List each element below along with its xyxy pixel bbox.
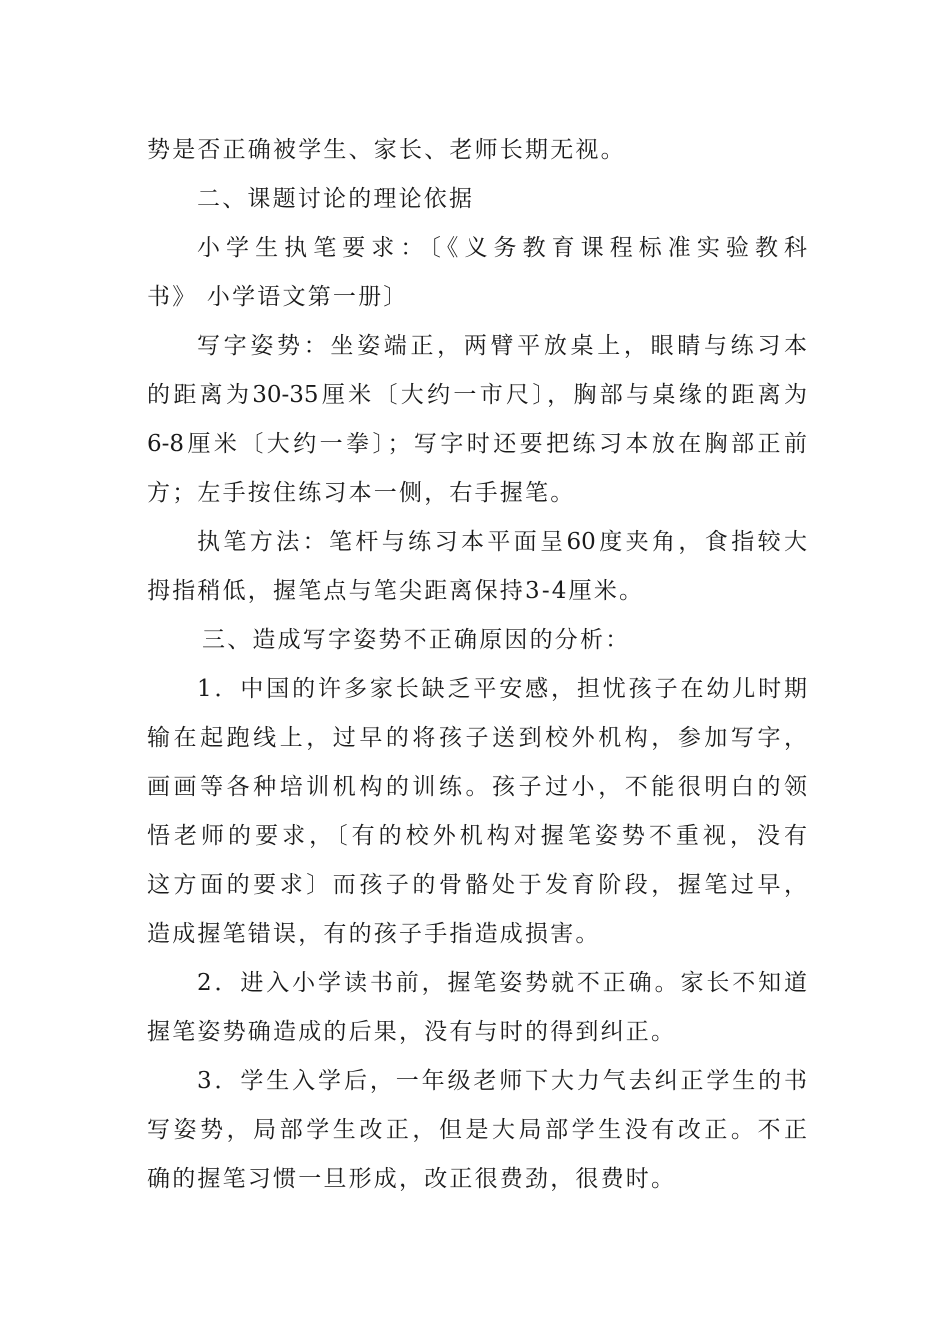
paragraph-line: 3．学生入学后，一年级老师下大力气去纠正学生的书 [197, 1068, 807, 1094]
paragraph-line: 势是否正确被学生、家长、老师长期无视。 [147, 137, 626, 163]
paragraph-line: 写字姿势：坐姿端正，两臂平放桌上，眼睛与练习本 [197, 333, 807, 359]
paragraph-line: 输在起跑线上，过早的将孩子送到校外机构，参加写字， [147, 725, 807, 751]
paragraph-line: 执笔方法：笔杆与练习本平面呈60度夹角，食指较大 [197, 529, 807, 555]
document-body [147, 126, 807, 1204]
paragraph-line: 写姿势，局部学生改正，但是大局部学生没有改正。不正 [147, 1117, 807, 1143]
paragraph-line: 画画等各种培训机构的训练。孩子过小，不能很明白的领 [147, 774, 807, 800]
paragraph-line: 这方面的要求〕而孩子的骨骼处于发育阶段，握笔过早， [147, 872, 807, 898]
section-heading-3: 三、造成写字姿势不正确原因的分析： [202, 627, 631, 653]
paragraph-line: 1．中国的许多家长缺乏平安感，担忧孩子在幼儿时期 [197, 676, 807, 702]
paragraph-line: 的距离为30-35厘米〔大约一市尺〕，胸部与桌缘的距离为 [147, 382, 807, 408]
paragraph-line: 悟老师的要求，〔有的校外机构对握笔姿势不重视，没有 [147, 823, 807, 849]
paragraph-line: 2．进入小学读书前，握笔姿势就不正确。家长不知道 [197, 970, 807, 996]
section-heading-2: 二、课题讨论的理论依据 [197, 186, 475, 212]
paragraph-line: 小学生执笔要求：〔《义务教育课程标准实验教科 [197, 235, 807, 261]
paragraph-line: 确的握笔习惯一旦形成，改正很费劲，很费时。 [147, 1166, 677, 1192]
paragraph-line: 方；左手按住练习本一侧，右手握笔。 [147, 480, 576, 506]
paragraph-line: 拇指稍低，握笔点与笔尖距离保持3-4厘米。 [147, 578, 645, 604]
paragraph-line: 造成握笔错误，有的孩子手指造成损害。 [147, 921, 601, 947]
paragraph-line: 6-8厘米〔大约一拳〕；写字时还要把练习本放在胸部正前 [147, 431, 807, 457]
paragraph-line: 握笔姿势确造成的后果，没有与时的得到纠正。 [147, 1019, 677, 1045]
paragraph-line: 书》 小学语文第一册〕 [147, 284, 409, 310]
